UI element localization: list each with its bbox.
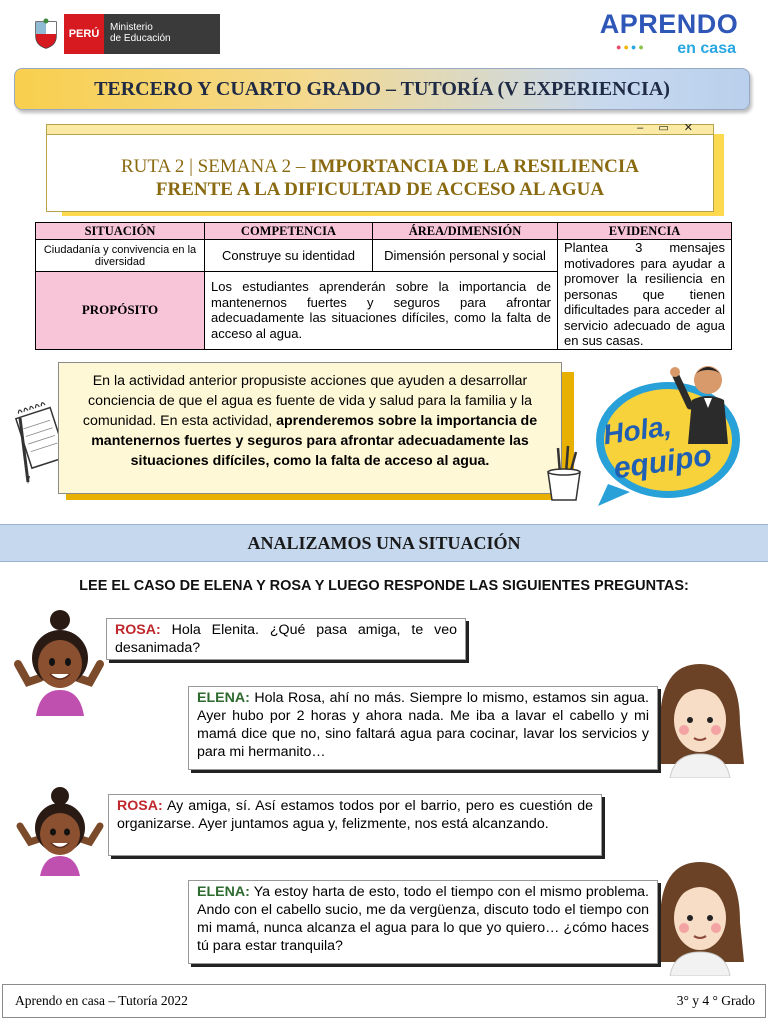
speaker-elena: ELENA: [197, 884, 250, 900]
cell-proposito-text: Los estudiantes aprenderán sobre la importancia de mantenernos fuertes y seguros para afrontar adecuadamente las situaciones difíciles, como la falta de acceso al agua. [205, 272, 558, 349]
brand-bottom: en casa [677, 40, 736, 57]
dialogue-text: Ay amiga, sí. Así estamos todos por el barrio, pero es cuestión de organizarse. Ayer juntamos agua y, felizmente, nos está alcanzando. [117, 798, 593, 832]
greeting-line-2: equipo [611, 438, 714, 486]
table-header-row [36, 223, 732, 240]
rosa-avatar [14, 786, 106, 876]
instruction-text: LEE EL CASO DE ELENA Y ROSA Y LUEGO RESPONDE LAS SIGUIENTES PREGUNTAS: [79, 578, 689, 594]
cell-competencia: Construye su identidad [205, 240, 373, 272]
intro-box [58, 362, 562, 494]
dialogue-text: Ya estoy harta de esto, todo el tiempo con el mismo problema. Ando con el cabello sucio, me da vergüenza, discuto todo el tiempo con mi mamá, nunca alcanza el agua para lo que yo quiero… ¿cómo haces tú para estar tranquila? [197, 884, 649, 954]
window-controls-icon: – ▭ ✕ [637, 122, 699, 134]
aprendo-en-casa-logo [598, 10, 740, 56]
intro-text: En la actividad anterior propusiste acciones que ayuden a desarrollar conciencia de que el agua es fuente de vida y salud para la familia y la comunidad. En esta actividad, [82, 373, 533, 429]
speaker-rosa: ROSA: [117, 798, 163, 814]
brand-dots-icon: ●●●● [616, 42, 646, 52]
header-competencia: COMPETENCIA [205, 223, 373, 240]
dialogue-text: Hola Rosa, ahí no más. Siempre lo mismo, estamos sin agua. Ayer hubo por 2 horas y ahora nada. Me iba a lavar el cabello y mi mamá dice que no, sino faltará agua para cocinar, lavar los servicios y para mi hermanito… [197, 690, 649, 760]
cell-evidencia: Plantea 3 mensajes motivadores para ayudar a promover la resiliencia en personas que tienen dificultades para acceder al servicio adecuado de agua en sus casas. [558, 240, 732, 350]
grade-title-banner: TERCERO Y CUARTO GRADO – TUTORÍA (V EXPERIENCIA) [14, 68, 750, 110]
elena-avatar [650, 660, 746, 778]
footer-left: Aprendo en casa – Tutoría 2022 [15, 993, 188, 1008]
cell-area: Dimensión personal y social [373, 240, 558, 272]
speaker-elena: ELENA: [197, 690, 250, 706]
dialogue-text: Hola Elenita. ¿Qué pasa amiga, te veo desanimada? [115, 622, 457, 656]
route-title-bold: IMPORTANCIA DE LA RESILIENCIA [310, 156, 640, 177]
route-title-line2: FRENTE A LA DIFICULTAD DE ACCESO AL AGUA [155, 179, 605, 200]
dialogue-bubble-2 [188, 686, 658, 770]
ministry-line-2: de Educación [110, 33, 171, 44]
cell-situacion: Ciudadanía y convivencia en la diversidad [36, 240, 205, 272]
page-footer [2, 984, 766, 1018]
speaker-rosa: ROSA: [115, 622, 161, 638]
cell-proposito-label: PROPÓSITO [36, 272, 205, 349]
footer-right: 3° y 4 ° Grado [676, 993, 755, 1008]
greeting-line-1: Hola, [601, 410, 674, 451]
route-title [47, 135, 713, 201]
route-window-titlebar [47, 122, 713, 135]
route-window [46, 124, 714, 212]
rosa-avatar [10, 606, 108, 716]
coat-of-arms-icon [28, 14, 64, 54]
dialogue-bubble-1 [106, 618, 466, 660]
brand-top: APRENDO [599, 9, 739, 39]
dialogue-bubble-4 [188, 880, 658, 964]
elena-avatar [650, 858, 746, 976]
pencil-cup-icon [540, 444, 586, 502]
header-evidencia: EVIDENCIA [558, 223, 732, 240]
route-prefix: RUTA 2 | SEMANA 2 – [120, 156, 311, 177]
header-area: ÁREA/DIMENSIÓN [373, 223, 558, 240]
header-situacion: SITUACIÓN [36, 223, 205, 240]
info-table [35, 222, 732, 350]
intro-text-bold: aprenderemos sobre la importancia de mantenernos fuertes y seguros para afrontar adecuadamente las situaciones difíciles, como la falta de acceso al agua. [91, 413, 538, 469]
dialogue-bubble-3 [108, 794, 602, 856]
section-title: ANALIZAMOS UNA SITUACIÓN [0, 524, 768, 562]
table-row [36, 240, 732, 272]
ministry-label [104, 14, 220, 54]
ministry-line-1: Ministerio [110, 22, 153, 33]
hola-equipo-illustration [590, 356, 760, 506]
peru-label: PERÚ [64, 14, 104, 54]
minedu-logo [28, 14, 220, 54]
